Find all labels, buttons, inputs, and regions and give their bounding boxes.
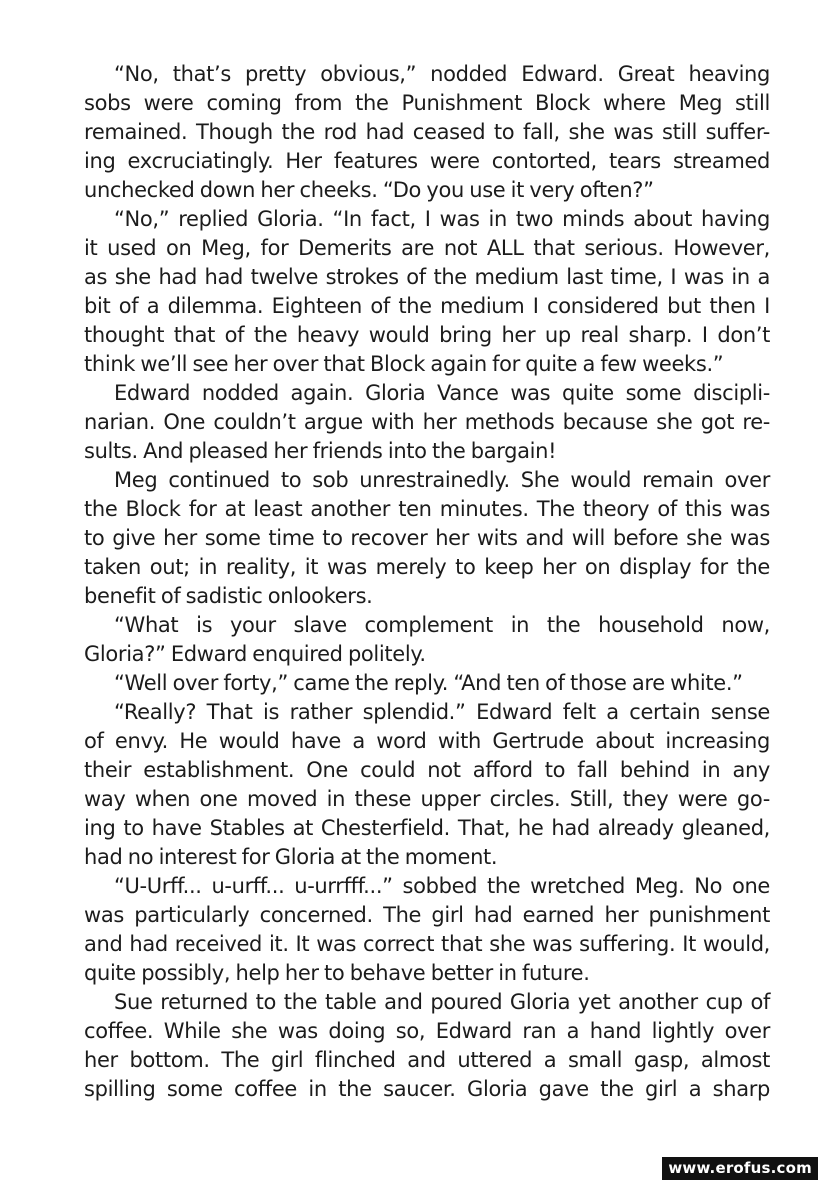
text-line: of envy. He would have a word with Gertrude about increasing	[84, 729, 770, 753]
document-page	[84, 60, 770, 1104]
text-line: Sue returned to the table and poured Gloria yet another cup of	[114, 990, 770, 1014]
text-line: way when one moved in these upper circles. Still, they were go-	[84, 787, 770, 811]
text-line: Edward nodded again. Gloria Vance was quite some discipli-	[114, 381, 770, 405]
text-line: “What is your slave complement in the household now,	[114, 613, 770, 637]
text-line: “No, that’s pretty obvious,” nodded Edward. Great heaving	[114, 62, 770, 86]
text-line: spilling some coffee in the saucer. Gloria gave the girl a sharp	[84, 1077, 770, 1101]
text-line: narian. One couldn’t argue with her methods because she got re-	[84, 410, 770, 434]
text-line: bit of a dilemma. Eighteen of the medium I considered but then I	[84, 294, 770, 318]
text-line: and had received it. It was correct that she was suffering. It would,	[84, 932, 770, 956]
text-line: think we’ll see her over that Block again for quite a few weeks.”	[84, 352, 724, 376]
text-line: remained. Though the rod had ceased to fall, she was still suffer-	[84, 120, 770, 144]
text-line: “Really? That is rather splendid.” Edward felt a certain sense	[114, 700, 770, 724]
text-line: unchecked down her cheeks. “Do you use it very often?”	[84, 178, 654, 202]
watermark: www.erofus.com	[662, 1157, 818, 1180]
text-line: the Block for at least another ten minutes. The theory of this was	[84, 497, 770, 521]
text-line: their establishment. One could not afford to fall behind in any	[84, 758, 770, 782]
text-line: thought that of the heavy would bring her up real sharp. I don’t	[84, 323, 770, 347]
text-line: had no interest for Gloria at the moment.	[84, 845, 498, 869]
text-line: was particularly concerned. The girl had earned her punishment	[84, 903, 770, 927]
text-line: “U-Urff... u-urff... u-urrfff...” sobbed the wretched Meg. No one	[114, 874, 770, 898]
text-line: her bottom. The girl flinched and uttered a small gasp, almost	[84, 1048, 770, 1072]
text-line: Gloria?” Edward enquired politely.	[84, 642, 426, 666]
text-line: ing excruciatingly. Her features were contorted, tears streamed	[84, 149, 770, 173]
text-line: quite possibly, help her to behave better in future.	[84, 961, 590, 985]
text-line: to give her some time to recover her wits and will before she was	[84, 526, 770, 550]
text-line: it used on Meg, for Demerits are not ALL that serious. However,	[84, 236, 770, 260]
text-line: sults. And pleased her friends into the bargain!	[84, 439, 557, 463]
text-line: “Well over forty,” came the reply. “And ten of those are white.”	[114, 671, 743, 695]
text-line: Meg continued to sob unrestrainedly. She would remain over	[114, 468, 770, 492]
text-line: as she had had twelve strokes of the medium last time, I was in a	[84, 265, 770, 289]
text-line: taken out; in reality, it was merely to keep her on display for the	[84, 555, 770, 579]
text-line: ing to have Stables at Chesterfield. That, he had already gleaned,	[84, 816, 770, 840]
text-line: “No,” replied Gloria. “In fact, I was in two minds about having	[114, 207, 770, 231]
text-line: coffee. While she was doing so, Edward ran a hand lightly over	[84, 1019, 770, 1043]
text-line: benefit of sadistic onlookers.	[84, 584, 373, 608]
text-line: sobs were coming from the Punishment Block where Meg still	[84, 91, 770, 115]
